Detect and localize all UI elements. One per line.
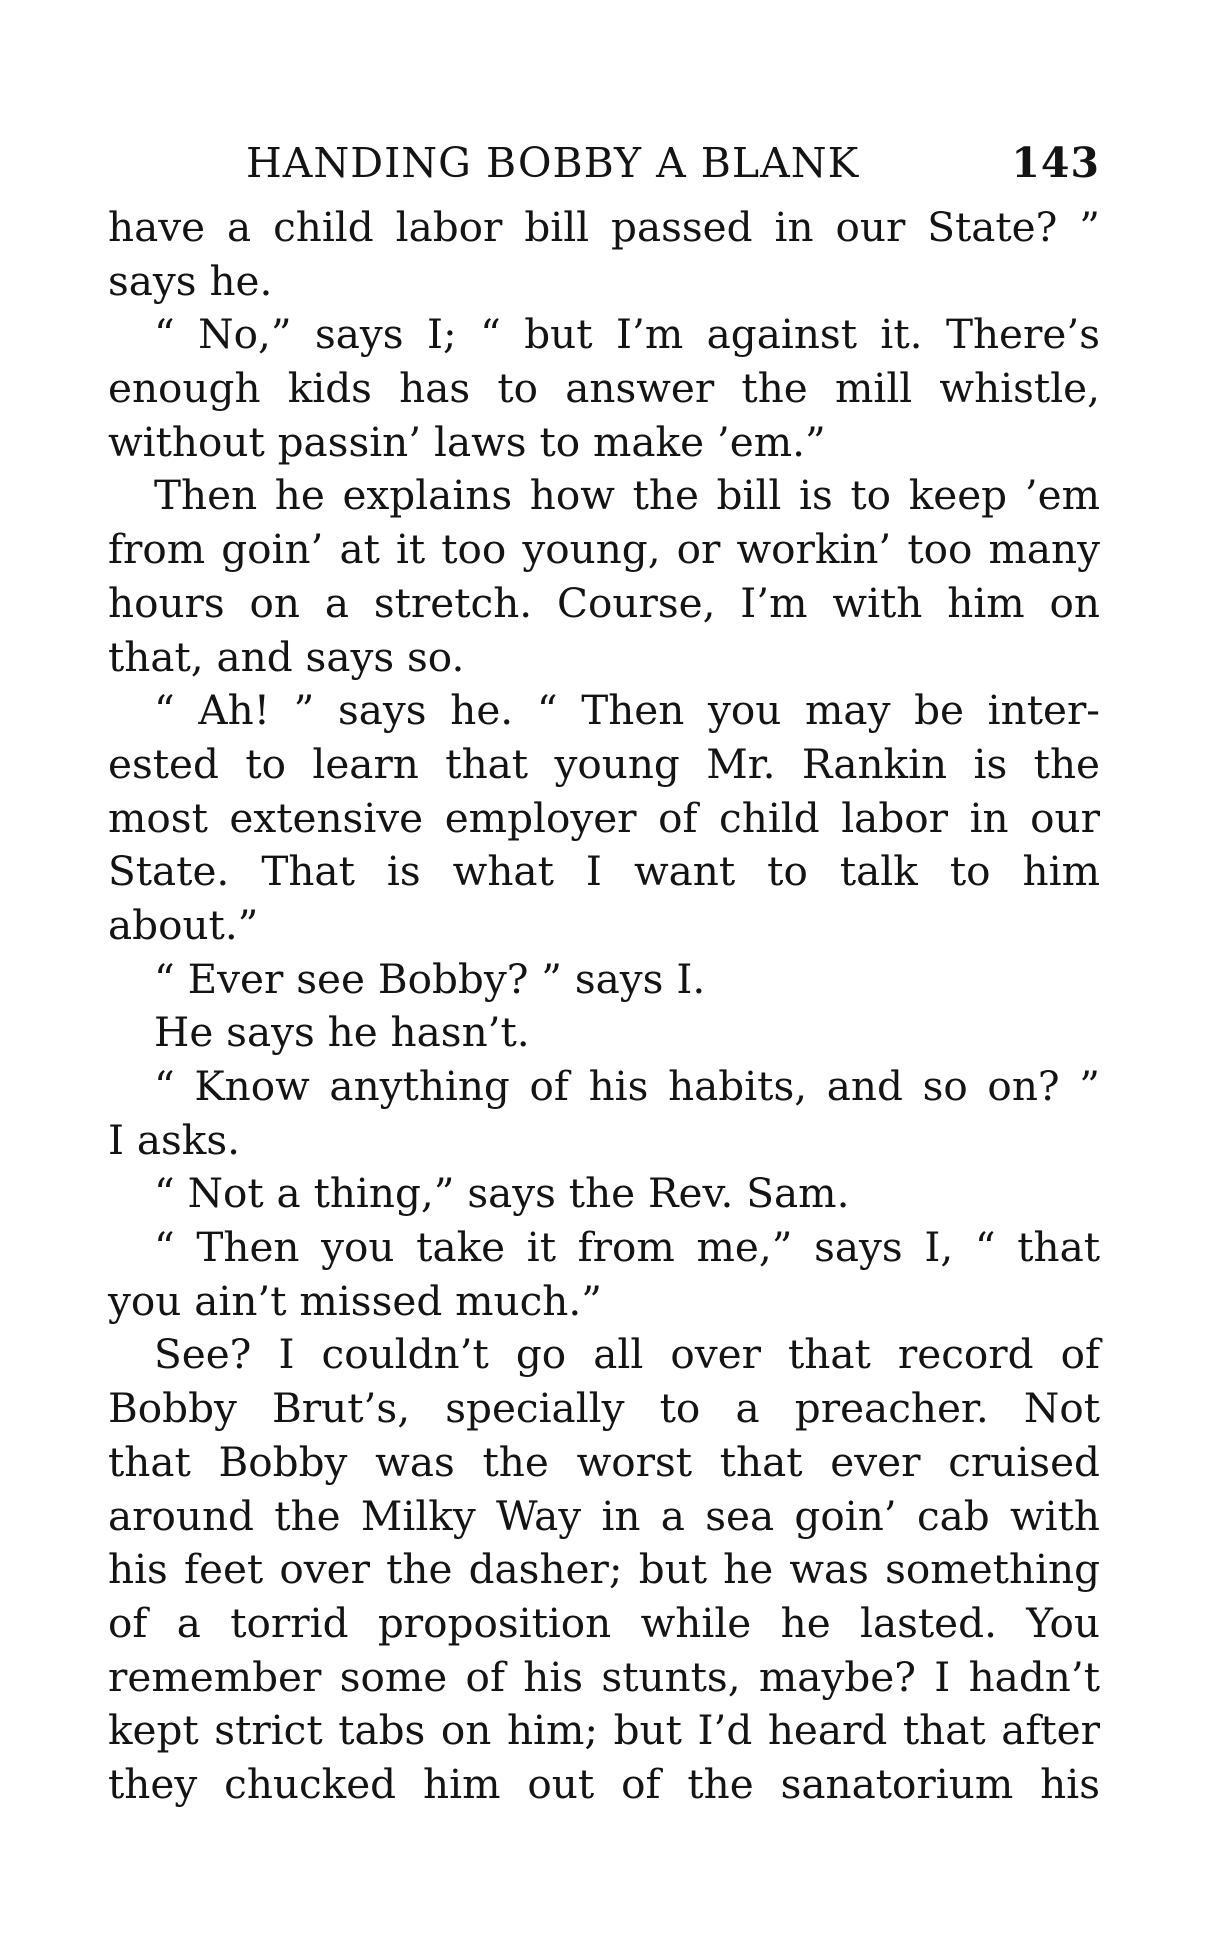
text-line: says he. bbox=[108, 256, 273, 305]
text-line: that, and says so. bbox=[108, 632, 465, 681]
text-line: “ No,” says I; “ but I’m against it. There’s bbox=[154, 310, 1100, 359]
text-line: they chucked him out of the sanatorium his bbox=[108, 1759, 1100, 1808]
text-line: remember some of his stunts, maybe? I hadn’t bbox=[108, 1652, 1100, 1701]
text-line: his feet over the dasher; but he was something bbox=[108, 1545, 1100, 1594]
text-line: you ain’t missed much.” bbox=[108, 1276, 602, 1325]
text-line: most extensive employer of child labor in our bbox=[108, 793, 1100, 842]
text-line: He says he hasn’t. bbox=[154, 1008, 530, 1057]
text-line: “ Ah! ” says he. “ Then you may be inter- bbox=[154, 686, 1100, 735]
text-line: “ Know anything of his habits, and so on? ” bbox=[154, 1062, 1100, 1110]
text-line: around the Milky Way in a sea goin’ cab with bbox=[108, 1491, 1100, 1540]
text-line: from goin’ at it too young, or workin’ too many bbox=[108, 525, 1100, 574]
text-line: about.” bbox=[108, 900, 259, 949]
chapter-title: HANDING BOBBY A BLANK bbox=[246, 139, 860, 187]
text-line: See? I couldn’t go all over that record of bbox=[154, 1330, 1100, 1379]
text-line: Then he explains how the bill is to keep ’em bbox=[154, 471, 1100, 520]
body-text bbox=[108, 201, 1100, 1812]
book-page bbox=[108, 133, 1100, 1812]
text-line: I asks. bbox=[108, 1115, 241, 1164]
text-line: Bobby Brut’s, specially to a preacher. Not bbox=[108, 1384, 1100, 1433]
text-line: without passin’ laws to make ’em.” bbox=[108, 417, 826, 466]
text-line: “ Ever see Bobby? ” says I. bbox=[154, 954, 706, 1003]
text-line: ested to learn that young Mr. Rankin is the bbox=[108, 739, 1100, 788]
text-line: “ Then you take it from me,” says I, “ that bbox=[154, 1223, 1100, 1272]
text-line: hours on a stretch. Course, I’m with him on bbox=[108, 578, 1100, 627]
text-line: kept strict tabs on him; but I’d heard that after bbox=[108, 1706, 1100, 1755]
text-line: that Bobby was the worst that ever cruised bbox=[108, 1437, 1100, 1486]
text-line: “ Not a thing,” says the Rev. Sam. bbox=[154, 1169, 850, 1218]
running-head bbox=[108, 133, 1100, 193]
text-line: enough kids has to answer the mill whistle, bbox=[108, 364, 1100, 413]
text-line: of a torrid proposition while he lasted. You bbox=[108, 1598, 1100, 1647]
text-line: State. That is what I want to talk to him bbox=[108, 847, 1100, 896]
page-number: 143 bbox=[1011, 139, 1100, 187]
text-line: have a child labor bill passed in our State? ” bbox=[108, 203, 1100, 251]
